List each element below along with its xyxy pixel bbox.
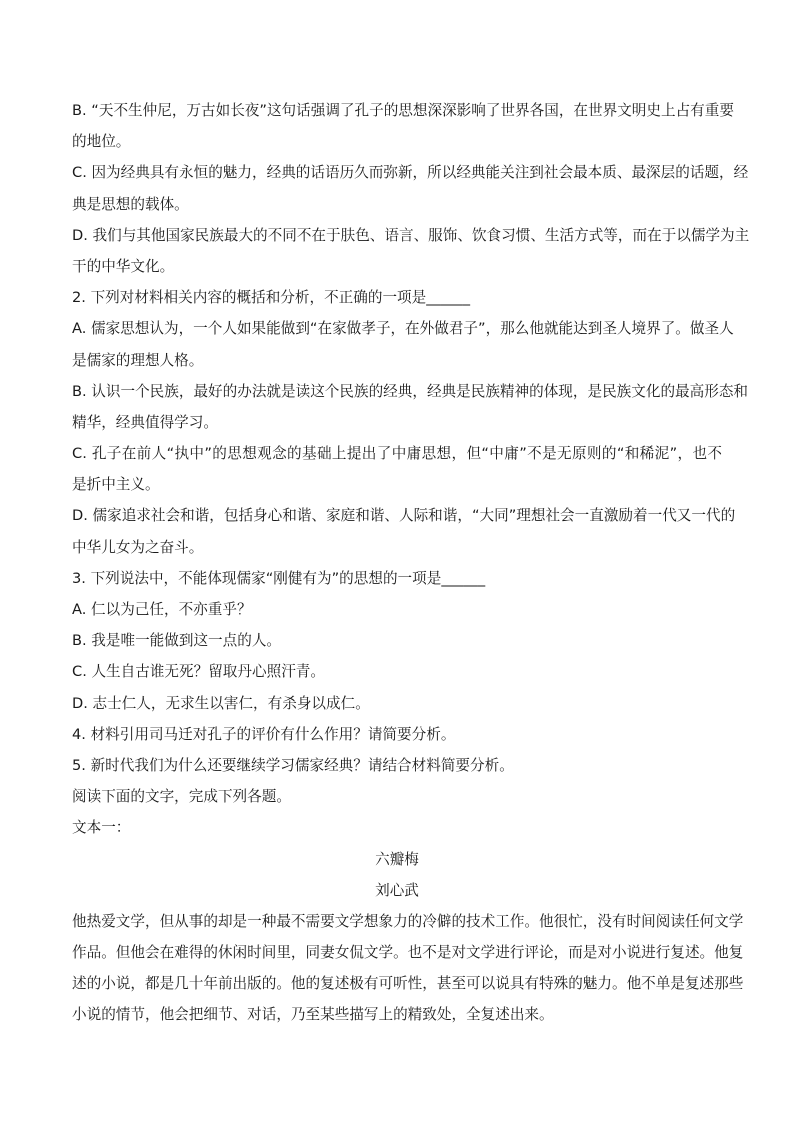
option-d-line-1: D. 我们与其他国家民族最大的不同不在于肤色、语言、服饰、饮食习惯、生活方式等，而在于以儒学为主 (72, 226, 750, 244)
reading-instruction: 阅读下面的文字，完成下列各题。 (72, 788, 291, 806)
option-b-line-1: B. “天不生仲尼，万古如长夜”这句话强调了孔子的思想深深影响了世界各国，在世界文明史上占有重要 (72, 102, 734, 119)
story-paragraph-line-4: 小说的情节，他会把细节、对话，乃至某些描写上的精致处，全复述出来。 (72, 1006, 554, 1024)
q2-option-b-line-2: 精华，经典值得学习。 (72, 413, 218, 431)
q2-option-c-line-1: C. 孔子在前人“执中”的思想观念的基础上提出了中庸思想，但“中庸”不是无原则的“和稀泥”，也不 (72, 445, 722, 463)
story-author: 刘心武 (375, 881, 419, 899)
q3-option-a: A. 仁以为己任，不亦重乎？ (72, 601, 252, 618)
option-c-line-2: 典是思想的载体。 (72, 195, 189, 213)
q3-option-c: C. 人生自古谁无死？留取丹心照汗青。 (72, 663, 325, 681)
story-paragraph-line-2: 作品。但他会在难得的休闲时间里，同妻女侃文学。也不是对文学进行评论，而是对小说进行复述。他复 (72, 944, 744, 962)
question-3: 3. 下列说法中，不能体现儒家“刚健有为”的思想的一项是______ (72, 569, 486, 587)
question-2: 2. 下列对材料相关内容的概括和分析，不正确的一项是______ (72, 289, 471, 307)
option-d-line-2: 干的中华文化。 (72, 257, 175, 275)
q2-option-c-line-2: 是折中主义。 (72, 476, 160, 494)
q2-option-a-line-2: 是儒家的理想人格。 (72, 351, 204, 369)
q2-option-b-line-1: B. 认识一个民族，最好的办法就是读这个民族的经典，经典是民族精神的体现，是民族文化的最高形态和 (72, 382, 749, 400)
story-title: 六瓣梅 (375, 850, 419, 868)
story-paragraph-line-1: 他热爱文学，但从事的却是一种最不需要文学想象力的冷僻的技术工作。他很忙，没有时间阅读任何文学 (72, 912, 744, 930)
text-one-label: 文本一： (72, 819, 131, 837)
q2-option-d-line-2: 中华儿女为之奋斗。 (72, 538, 204, 556)
story-paragraph-line-3: 述的小说，都是几十年前出版的。他的复述极有可听性，甚至可以说具有特殊的魅力。他不单是复述那些 (72, 975, 744, 993)
q3-option-b: B. 我是唯一能做到这一点的人。 (72, 632, 282, 650)
question-5: 5. 新时代我们为什么还要继续学习儒家经典？请结合材料简要分析。 (72, 756, 514, 774)
question-4: 4. 材料引用司马迁对孔子的评价有什么作用？请简要分析。 (72, 725, 456, 743)
q3-option-d: D. 志士仁人，无求生以害仁，有杀身以成仁。 (72, 694, 370, 712)
q2-option-a-line-1: A. 儒家思想认为，一个人如果能做到“在家做孝子，在外做君子”，那么他就能达到圣人境界了。做圣人 (72, 320, 734, 338)
option-b-line-2: 的地位。 (72, 133, 131, 151)
option-c-line-1: C. 因为经典具有永恒的魅力，经典的话语历久而弥新，所以经典能关注到社会最本质、最深层的话题，经 (72, 164, 749, 182)
q2-option-d-line-1: D. 儒家追求社会和谐，包括身心和谐、家庭和谐、人际和谐，“大同”理想社会一直激励着一代又一代的 (72, 507, 736, 525)
document-page (72, 95, 750, 1031)
